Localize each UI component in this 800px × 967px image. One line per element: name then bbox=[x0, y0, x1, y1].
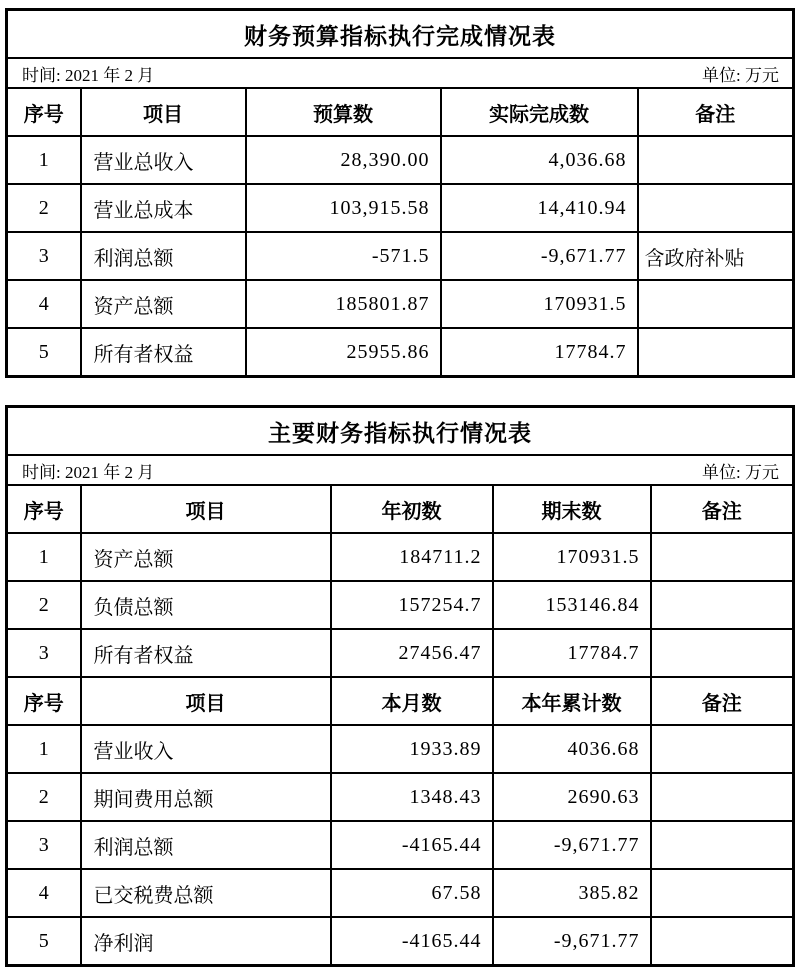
cell-note bbox=[651, 821, 794, 869]
cell-item: 营业总成本 bbox=[81, 184, 246, 232]
table1-header-row bbox=[7, 88, 794, 136]
table-row bbox=[7, 184, 794, 232]
table-row bbox=[7, 773, 794, 821]
cell-v2: 17784.7 bbox=[493, 629, 651, 677]
cell-no: 2 bbox=[7, 581, 81, 629]
cell-v1: -4165.44 bbox=[331, 917, 493, 966]
col-header-no: 序号 bbox=[7, 677, 81, 725]
table1-title: 财务预算指标执行完成情况表 bbox=[7, 10, 794, 59]
table2-unit-label: 单位: 万元 bbox=[702, 462, 779, 482]
col-header-no: 序号 bbox=[7, 88, 81, 136]
table2-time-label: 时间: 2021 年 2 月 bbox=[22, 462, 155, 482]
table-row bbox=[7, 328, 794, 377]
cell-note bbox=[651, 629, 794, 677]
cell-budget: 103,915.58 bbox=[246, 184, 441, 232]
col-header-actual: 实际完成数 bbox=[441, 88, 638, 136]
cell-v2: -9,671.77 bbox=[493, 917, 651, 966]
cell-item: 负债总额 bbox=[81, 581, 331, 629]
table-title-row bbox=[7, 10, 794, 59]
table-row bbox=[7, 280, 794, 328]
table-row bbox=[7, 917, 794, 966]
col-header-note: 备注 bbox=[651, 485, 794, 533]
table-meta-row bbox=[7, 455, 794, 485]
col-header-note: 备注 bbox=[651, 677, 794, 725]
cell-item: 利润总额 bbox=[81, 232, 246, 280]
cell-note bbox=[638, 184, 794, 232]
col-header-item: 项目 bbox=[81, 677, 331, 725]
cell-v2: 153146.84 bbox=[493, 581, 651, 629]
cell-actual: 17784.7 bbox=[441, 328, 638, 377]
cell-no: 2 bbox=[7, 184, 81, 232]
cell-note: 含政府补贴 bbox=[638, 232, 794, 280]
cell-budget: 25955.86 bbox=[246, 328, 441, 377]
cell-v2: 385.82 bbox=[493, 869, 651, 917]
cell-v1: -4165.44 bbox=[331, 821, 493, 869]
cell-v1: 27456.47 bbox=[331, 629, 493, 677]
cell-note bbox=[638, 136, 794, 184]
table2-section2-header-row bbox=[7, 677, 794, 725]
table2-title: 主要财务指标执行情况表 bbox=[7, 407, 794, 456]
cell-item: 已交税费总额 bbox=[81, 869, 331, 917]
cell-v1: 67.58 bbox=[331, 869, 493, 917]
cell-note bbox=[651, 725, 794, 773]
table1-unit-label: 单位: 万元 bbox=[702, 65, 779, 85]
table1-meta-cell bbox=[7, 58, 794, 88]
table-meta-row bbox=[7, 58, 794, 88]
cell-item: 营业总收入 bbox=[81, 136, 246, 184]
cell-no: 2 bbox=[7, 773, 81, 821]
table1-time-label: 时间: 2021 年 2 月 bbox=[22, 65, 155, 85]
cell-v2: 170931.5 bbox=[493, 533, 651, 581]
cell-budget: 185801.87 bbox=[246, 280, 441, 328]
cell-v1: 1933.89 bbox=[331, 725, 493, 773]
cell-note bbox=[651, 533, 794, 581]
table2-meta-cell bbox=[7, 455, 794, 485]
cell-item: 利润总额 bbox=[81, 821, 331, 869]
cell-note bbox=[651, 773, 794, 821]
table-row bbox=[7, 581, 794, 629]
main-indicators-table bbox=[5, 405, 795, 967]
col-header-item: 项目 bbox=[81, 485, 331, 533]
cell-item: 净利润 bbox=[81, 917, 331, 966]
cell-note bbox=[651, 917, 794, 966]
cell-no: 1 bbox=[7, 533, 81, 581]
cell-note bbox=[651, 869, 794, 917]
cell-item: 资产总额 bbox=[81, 533, 331, 581]
cell-actual: 14,410.94 bbox=[441, 184, 638, 232]
col-header-no: 序号 bbox=[7, 485, 81, 533]
cell-budget: 28,390.00 bbox=[246, 136, 441, 184]
cell-item: 资产总额 bbox=[81, 280, 246, 328]
col-header-begin: 年初数 bbox=[331, 485, 493, 533]
budget-execution-table bbox=[5, 8, 795, 378]
col-header-end: 期末数 bbox=[493, 485, 651, 533]
cell-item: 所有者权益 bbox=[81, 328, 246, 377]
table-row bbox=[7, 725, 794, 773]
table-row bbox=[7, 232, 794, 280]
table2-section1-header-row bbox=[7, 485, 794, 533]
cell-item: 期间费用总额 bbox=[81, 773, 331, 821]
cell-v2: 4036.68 bbox=[493, 725, 651, 773]
col-header-month: 本月数 bbox=[331, 677, 493, 725]
table-row bbox=[7, 136, 794, 184]
cell-v1: 157254.7 bbox=[331, 581, 493, 629]
table-row bbox=[7, 533, 794, 581]
cell-no: 4 bbox=[7, 869, 81, 917]
col-header-budget: 预算数 bbox=[246, 88, 441, 136]
col-header-note: 备注 bbox=[638, 88, 794, 136]
cell-no: 3 bbox=[7, 821, 81, 869]
cell-no: 3 bbox=[7, 232, 81, 280]
cell-no: 4 bbox=[7, 280, 81, 328]
cell-note bbox=[651, 581, 794, 629]
cell-actual: 170931.5 bbox=[441, 280, 638, 328]
cell-v1: 184711.2 bbox=[331, 533, 493, 581]
cell-item: 营业收入 bbox=[81, 725, 331, 773]
cell-actual: -9,671.77 bbox=[441, 232, 638, 280]
cell-no: 1 bbox=[7, 725, 81, 773]
cell-no: 1 bbox=[7, 136, 81, 184]
cell-note bbox=[638, 328, 794, 377]
cell-item: 所有者权益 bbox=[81, 629, 331, 677]
cell-no: 5 bbox=[7, 917, 81, 966]
cell-note bbox=[638, 280, 794, 328]
cell-v2: -9,671.77 bbox=[493, 821, 651, 869]
cell-v1: 1348.43 bbox=[331, 773, 493, 821]
table-row bbox=[7, 869, 794, 917]
table-title-row bbox=[7, 407, 794, 456]
table-spacer bbox=[0, 378, 800, 405]
table-row bbox=[7, 821, 794, 869]
table-row bbox=[7, 629, 794, 677]
col-header-ytd: 本年累计数 bbox=[493, 677, 651, 725]
cell-no: 3 bbox=[7, 629, 81, 677]
cell-budget: -571.5 bbox=[246, 232, 441, 280]
cell-actual: 4,036.68 bbox=[441, 136, 638, 184]
col-header-item: 项目 bbox=[81, 88, 246, 136]
cell-no: 5 bbox=[7, 328, 81, 377]
cell-v2: 2690.63 bbox=[493, 773, 651, 821]
